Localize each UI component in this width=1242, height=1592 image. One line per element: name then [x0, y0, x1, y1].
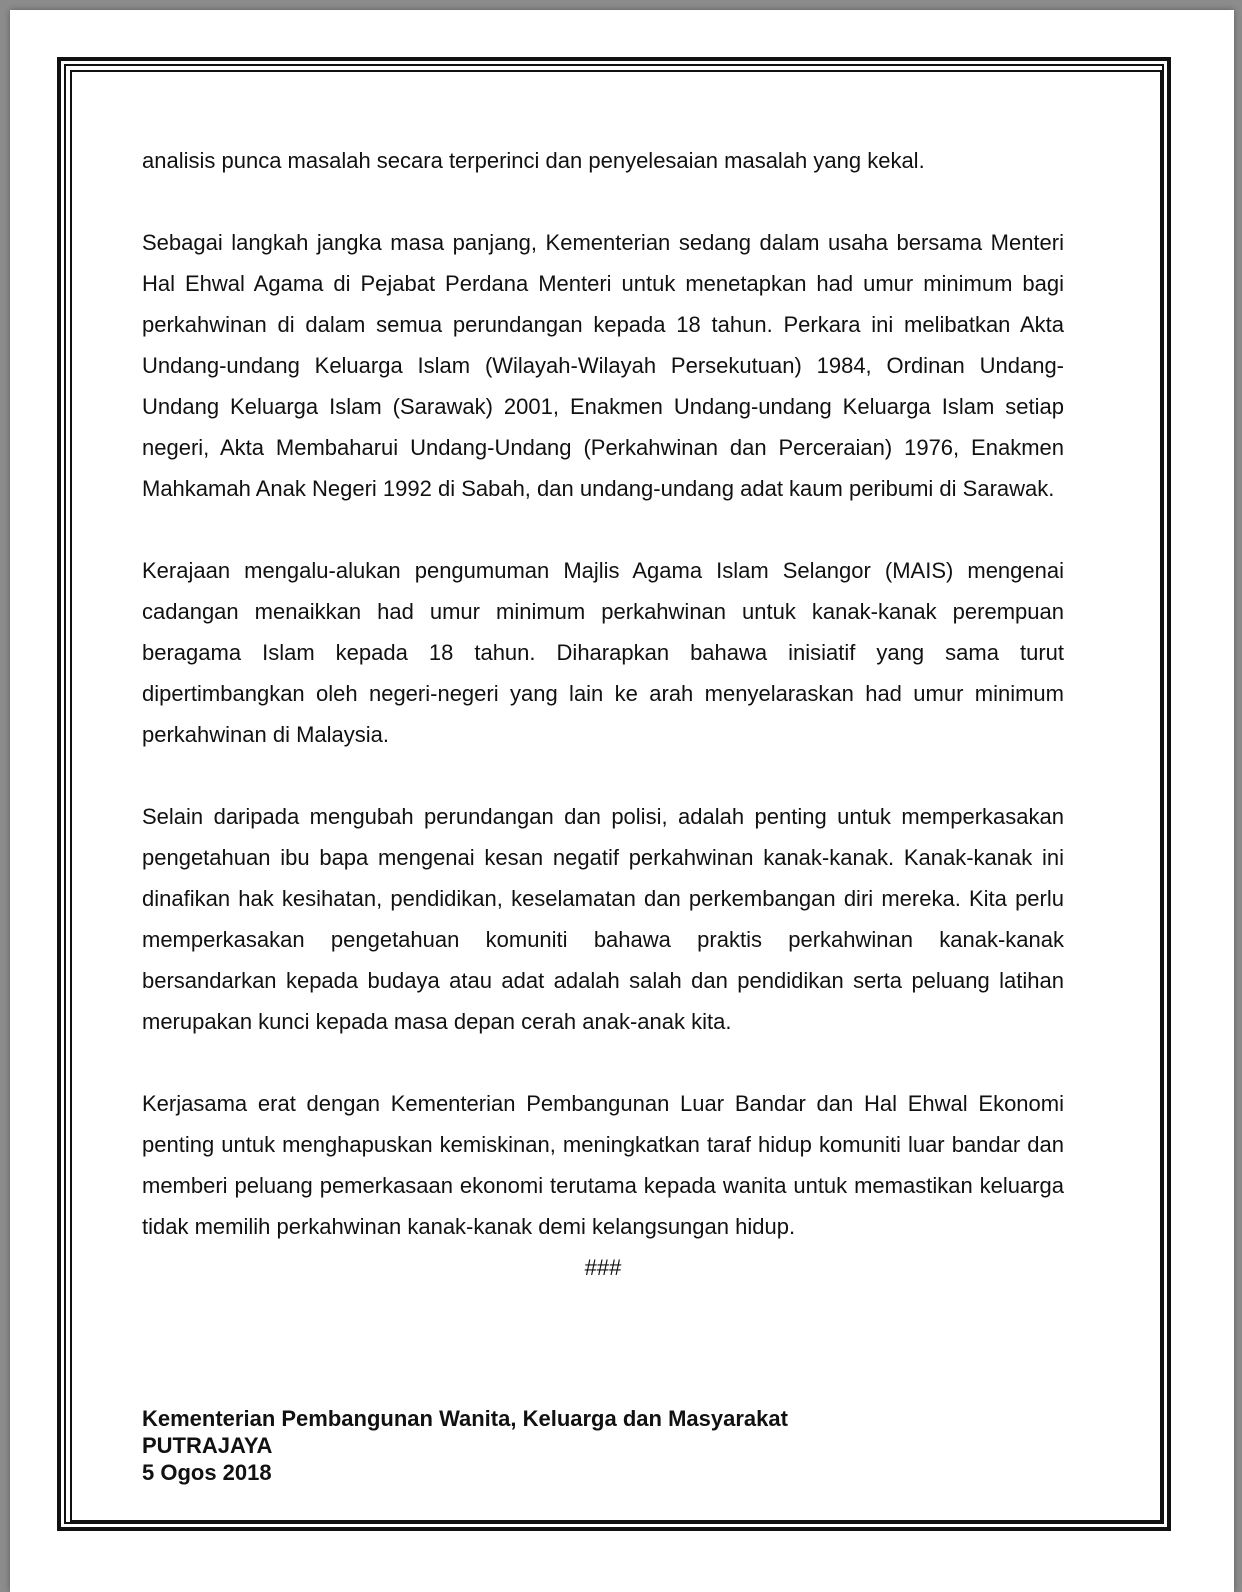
document-body: [142, 140, 1064, 1288]
end-separator: ###: [584, 1255, 622, 1280]
paragraph-4: Selain daripada mengubah perundangan dan polisi, adalah penting untuk memperkasakan pengetahuan ibu bapa mengenai kesan negatif perkahwinan kanak-kanak. Kanak-kanak ini dinafikan hak kesihatan, pendidikan, keselamatan dan perkembangan diri mereka. Kita perlu memperkasakan pengetahuan komuniti bahawa praktis perkahwinan kanak-kanak bersandarkan kepada budaya atau adat adalah salah dan pendidikan serta peluang latihan merupakan kunci kepada masa depan cerah anak-anak kita.: [142, 804, 1064, 1034]
paragraph-2: Sebagai langkah jangka masa panjang, Kementerian sedang dalam usaha bersama Menteri Hal Ehwal Agama di Pejabat Perdana Menteri untuk menetapkan had umur minimum bagi perkahwinan di dalam semua perundangan kepada 18 tahun. Perkara ini melibatkan Akta Undang-undang Keluarga Islam (Wilayah-Wilayah Persekutuan) 1984, Ordinan Undang-Undang Keluarga Islam (Sarawak) 2001, Enakmen Undang-undang Keluarga Islam setiap negeri, Akta Membaharui Undang-Undang (Perkahwinan dan Perceraian) 1976, Enakmen Mahkamah Anak Negeri 1992 di Sabah, dan undang-undang adat kaum peribumi di Sarawak.: [142, 230, 1064, 501]
paragraph-3: Kerajaan mengalu-alukan pengumuman Majlis Agama Islam Selangor (MAIS) mengenai cadangan menaikkan had umur minimum perkahwinan untuk kanak-kanak perempuan beragama Islam kepada 18 tahun. Diharapkan bahawa inisiatif yang sama turut dipertimbangkan oleh negeri-negeri yang lain ke arah menyelaraskan had umur minimum perkahwinan di Malaysia.: [142, 558, 1064, 747]
signature-place: PUTRAJAYA: [142, 1433, 273, 1458]
signature-date: 5 Ogos 2018: [142, 1460, 272, 1485]
paragraph-5: Kerjasama erat dengan Kementerian Pembangunan Luar Bandar dan Hal Ehwal Ekonomi penting untuk menghapuskan kemiskinan, meningkatkan taraf hidup komuniti luar bandar dan memberi peluang pemerkasaan ekonomi terutama kepada wanita untuk memastikan keluarga tidak memilih perkahwinan kanak-kanak demi kelangsungan hidup.: [142, 1091, 1064, 1239]
paragraph-1: analisis punca masalah secara terperinci dan penyelesaian masalah yang kekal.: [142, 148, 925, 173]
ministry-name: Kementerian Pembangunan Wanita, Keluarga dan Masyarakat: [142, 1406, 788, 1431]
signature-block: [142, 1405, 788, 1486]
